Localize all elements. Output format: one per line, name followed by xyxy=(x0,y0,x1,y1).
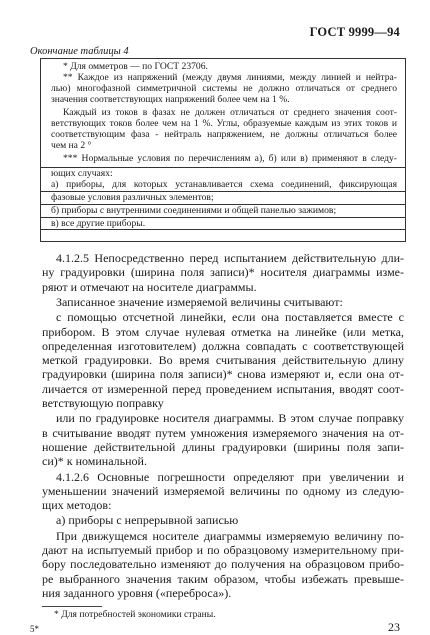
table-note-line: ** Каждое из напряжений (между двумя линиями, между линией и нейтра- xyxy=(63,72,397,83)
body-line: При движущемся носителе диаграммы измеряемую величину по- xyxy=(56,528,404,543)
body-line: уменьшении значений измеряемой величины по одному из следую- xyxy=(42,483,404,498)
body-line: в считывание вводят путем умножения измеряемого значения на от- xyxy=(42,425,404,440)
body-line: дают на испытуемый прибор и по образцовому измерительному при- xyxy=(42,543,404,557)
table-note-line: соответствующим фаза - нейтраль напряжением, не должны отличаться более xyxy=(51,129,397,140)
body-line: или по градуировке носителя диаграммы. В этом случае поправку xyxy=(56,411,404,426)
body-line: 4.1.2.5 Непосредственно перед испытанием действительную дли- xyxy=(56,251,404,265)
footnote: * Для потребностей экономики страны. xyxy=(54,609,216,621)
signature-mark: 5* xyxy=(30,624,39,635)
table-note-line: *** Нормальные условия по перечислениям а), б) или в) применяют в следу- xyxy=(63,153,397,164)
table-note-line: б) приборы с внутренними соединениями и общей панелью зажимов; xyxy=(51,205,337,216)
body-line: ну градуировки (ширина поля записи)* носителя диаграммы изме- xyxy=(42,265,404,280)
table-note-line: значения соответствующих напряжений более чем на 1 %. xyxy=(51,94,290,105)
body-line: щих методов: xyxy=(42,498,112,513)
table-note-line: а) приборы, для которых устанавливается схема соединений, фиксирующая xyxy=(51,179,397,190)
table-note-line: фазовые условия различных элементов; xyxy=(51,192,214,203)
table-note-line: чем на 2 ° xyxy=(51,140,92,151)
table-caption: Окончание таблицы 4 xyxy=(30,46,129,57)
body-line: личается от измеренной перед проведением испытания, вводят соот- xyxy=(42,381,404,396)
body-line: с помощью отсчетной линейки, если она поставляется вместе с xyxy=(56,310,404,325)
body-line: бору последовательно изменяют до получения на образцовом прибо- xyxy=(42,557,404,572)
table-note-line: * Для омметров — по ГОСТ 23706. xyxy=(63,61,208,72)
body-line: а) приборы с непрерывной записью xyxy=(56,513,239,528)
body-line: меткой градуировки. Во время считывания действительную длину xyxy=(42,353,404,368)
footnote-rule xyxy=(42,606,102,607)
table-notes-box xyxy=(40,58,406,242)
body-line: 4.1.2.6 Основные погрешности определяют при увеличении и xyxy=(56,469,404,484)
table-note-line: Каждый из токов в фазах не должен отличаться от среднего значения соот- xyxy=(63,107,397,118)
table-note-line: ветствующих токов более чем на 1 %. Углы, образуемые каждым из этих токов и xyxy=(51,118,397,129)
body-line: ния заданного уровня («переброса»). xyxy=(42,585,232,600)
page-number: 23 xyxy=(388,620,400,635)
body-line: ряют и отмечают на носителе диаграммы. xyxy=(42,279,257,294)
document-code: ГОСТ 9999—94 xyxy=(309,25,400,39)
body-line: Записанное значение измеряемой величины считывают: xyxy=(56,294,343,309)
body-line: определенная изготовителем) должна совпадать с соответствующей xyxy=(42,338,404,353)
body-line: си)* к номинальной. xyxy=(42,454,147,469)
body-line: прибором. В этом случае нулевая отметка на линейке (или метка, xyxy=(42,324,404,339)
body-line: ношение действительной длины градуировки (ширины поля запи- xyxy=(42,439,404,454)
body-line: ветствующую поправку xyxy=(42,396,164,410)
body-line: ре выбранного значения таким образом, чтобы избежать превыше- xyxy=(42,571,404,586)
table-note-line: ющих случаях: xyxy=(51,168,113,179)
notes-divider xyxy=(41,229,405,230)
body-line: градуировки (ширина поля записи)* снова измеряют и, если она от- xyxy=(42,367,404,382)
table-note-line: лью) многофазной симметричной системы не должно отличаться от среднего xyxy=(51,83,397,94)
table-note-line: в) все другие приборы. xyxy=(51,218,146,229)
